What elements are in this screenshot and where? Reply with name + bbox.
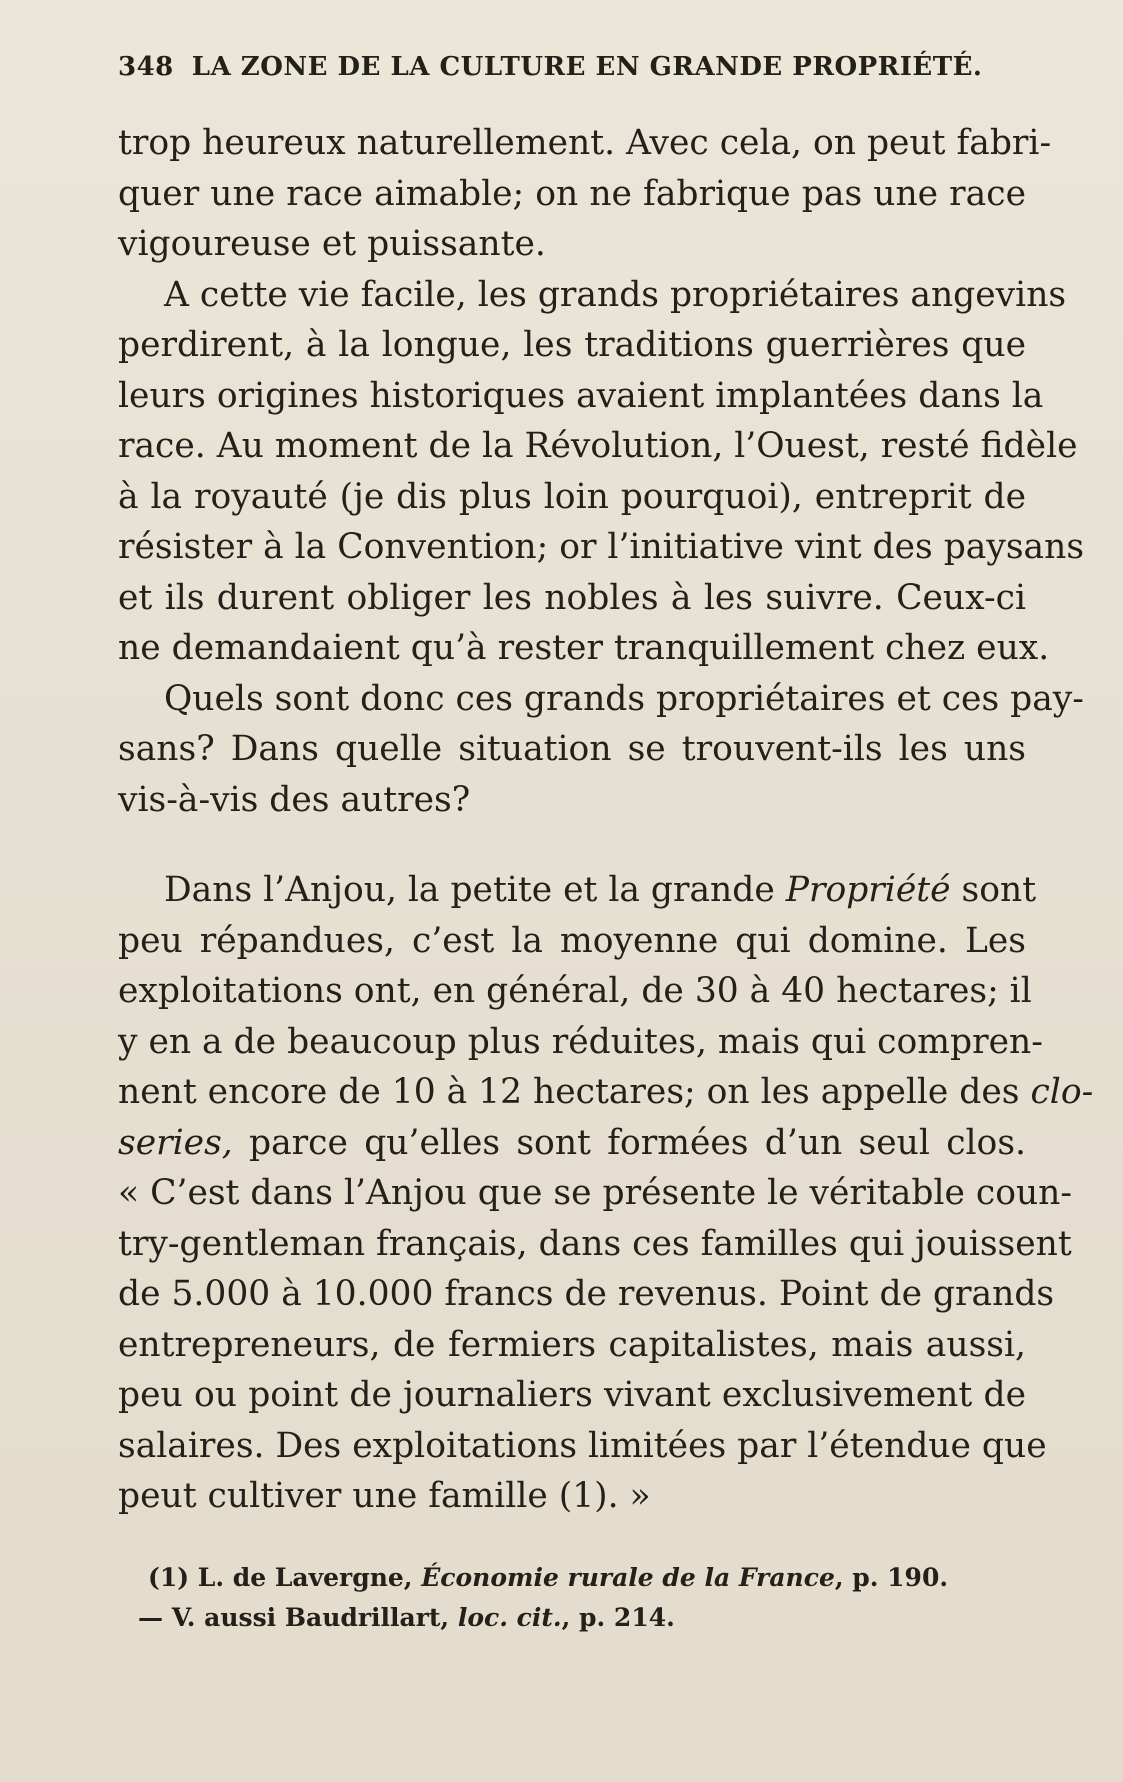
- text-run: sont: [950, 870, 1037, 910]
- italic-term: series,: [118, 1122, 233, 1163]
- text-line: vis-à-vis des autres?: [118, 779, 471, 820]
- text-line: peu répandues, c’est la moyenne qui domine. Les: [118, 920, 1026, 961]
- text-line: try-gentleman français, dans ces familles qui jouissent: [118, 1223, 1072, 1264]
- italic-term: loc. cit.: [457, 1603, 562, 1632]
- text-run: , p. 190.: [834, 1563, 949, 1592]
- italic-title: Économie rurale de la France: [421, 1563, 835, 1592]
- text-line: peut cultiver une famille (1). »: [118, 1476, 651, 1516]
- paragraph-1: [118, 118, 1052, 270]
- running-title: LA ZONE DE LA CULTURE EN GRANDE PROPRIÉTÉ.: [191, 52, 983, 82]
- text-line: à la royauté (je dis plus loin pourquoi), entreprit de: [118, 476, 1026, 517]
- text-line: résister à la Convention; or l’initiative vint des paysans: [118, 527, 1085, 567]
- text-run: — V. aussi Baudrillart,: [138, 1603, 458, 1632]
- page-number: 348: [118, 52, 174, 82]
- text-run: , p. 214.: [561, 1603, 675, 1632]
- text-line: perdirent, à la longue, les traditions guerrières que: [118, 325, 1026, 365]
- text-line: exploitations ont, en général, de 30 à 40 hectares; il: [118, 971, 1032, 1011]
- text-line: race. Au moment de la Révolution, l’Ouest, resté fidèle: [118, 426, 1078, 466]
- text-line: vigoureuse et puissante.: [118, 224, 546, 264]
- text-line: [118, 1067, 1094, 1118]
- paragraph-4: [118, 865, 1094, 1522]
- text-line: salaires. Des exploitations limitées par l’étendue que: [118, 1425, 1047, 1466]
- text-line: [118, 865, 1037, 916]
- page-body: [118, 118, 1094, 1522]
- text-line: y en a de beaucoup plus réduites, mais qui compren-: [118, 1021, 1043, 1062]
- text-line: A cette vie facile, les grands propriétaires angevins: [164, 274, 1067, 315]
- text-line: « C’est dans l’Anjou que se présente le véritable coun-: [118, 1173, 1073, 1213]
- paragraph-3: [118, 674, 1084, 826]
- text-line: et ils durent obliger les nobles à les suivre. Ceux-ci: [118, 577, 1026, 618]
- text-line: sans? Dans quelle situation se trouvent-ils les uns: [118, 729, 1026, 769]
- section-gap: [118, 825, 1026, 865]
- text-line: [118, 1118, 1026, 1169]
- text-line: ne demandaient qu’à rester tranquillement chez eux.: [118, 628, 1050, 668]
- text-line: leurs origines historiques avaient implantées dans la: [118, 375, 1044, 416]
- paragraph-2: [118, 270, 1085, 674]
- italic-term: clo-: [1030, 1072, 1094, 1112]
- text-run: parce qu’elles sont formées d’un seul clos.: [232, 1122, 1026, 1163]
- text-line: peu ou point de journaliers vivant exclusivement de: [118, 1375, 1026, 1415]
- footnote-line: [148, 1558, 1048, 1598]
- text-run: nent encore de 10 à 12 hectares; on les appelle des: [118, 1072, 1031, 1112]
- text-run: Dans l’Anjou, la petite et la grande: [164, 870, 786, 910]
- text-line: trop heureux naturellement. Avec cela, on peut fabri-: [118, 123, 1052, 163]
- text-line: de 5.000 à 10.000 francs de revenus. Point de grands: [118, 1274, 1055, 1314]
- text-run: (1) L. de Lavergne,: [148, 1563, 422, 1592]
- footnote-line: [138, 1598, 1048, 1638]
- italic-term: Propriété: [785, 870, 951, 910]
- text-line: Quels sont donc ces grands propriétaires et ces pay-: [164, 678, 1084, 719]
- text-line: quer une race aimable; on ne fabrique pas une race: [118, 173, 1026, 214]
- footnote: [138, 1558, 1048, 1638]
- running-head: [118, 52, 998, 92]
- text-line: entrepreneurs, de fermiers capitalistes, mais aussi,: [118, 1324, 1026, 1365]
